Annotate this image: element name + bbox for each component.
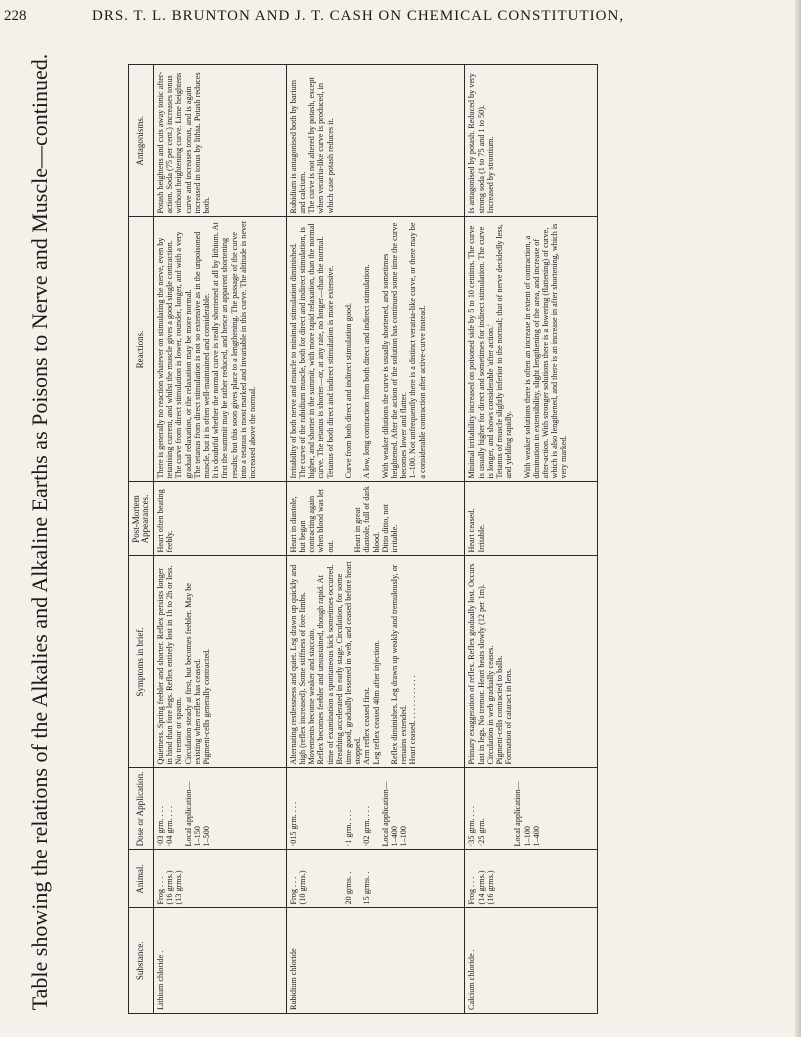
cell-text: Alternating restlessness and quiet. Leg drawn up quickly and high (reflex increased). Some stiffness of fore limbs. Movements become weaker and staccato. Reflex becomes feebler and unsustained, though rapid. At time of examination a spontaneous kick sometimes occurred. Breathing accelerated in early stage. Circulation, for some time good, gradually lessened in web, and ceased before heart stopped. Arm reflex ceased first. Leg reflex ceased 40m after injection. Reflex diminishes. Leg drawn up weakly and tremulously, or remains extended. Heart ceased. . . . . . . . . . . . xyxy=(288,561,418,765)
page-edge xyxy=(795,0,801,1037)
table-rotated xyxy=(128,64,598,1014)
cell-text: Is antagonised by potash. Reduced by very strong soda (1 to 75 and 1 to 50). Increased by strontium. xyxy=(467,73,495,214)
cell-text: Frog . . . (16 grms.) (13 grms.) xyxy=(156,870,184,905)
cell-text: Lithium chloride . xyxy=(156,950,165,1010)
cell-symptoms xyxy=(286,556,465,768)
cell-text: Primary exaggeration of reflex. Reflex gradually lost. Occurs last in legs. No tremor. Heart beats slowly (12 per 1m). Circulation in web gradually ceases. Pigment-cells contracted to balls. Formation of cataract in lens. xyxy=(467,563,514,765)
cell-reactions xyxy=(286,217,465,482)
col-substance: Substance. xyxy=(129,908,154,1013)
cell-symptoms xyxy=(154,556,287,768)
cell-animal xyxy=(154,850,287,908)
cell-text: Frog . . . (10 grms.) 20 grms. . 15 grms. . xyxy=(288,870,372,905)
cell-text: There is generally no reaction whatever on stimulating the nerve, even by tetanising current, and whilst the muscle gives a good single contraction. The curve from direct stimulation is lower, rounder, longer, and with a very gradual relaxation, or the relaxation may be more normal. The tetanus from direct stimulation is not so extensive as in the unpoisoned muscle, but it is often well-maintained and considerable. It is doubtful whether the normal curve is really shortened at all by lithium. At first the summit may be rather reduced, and hence an apparent shortening results; but this soon gives place to a lengthening. The passage of the curve into a tetanus is most marked and invariable in this curve. The altitude is never increased above the normal. xyxy=(156,220,258,479)
cell-text: Potash heightens and cuts away tonic after-action. Soda (75 per cent.) increases tonus without heightening curve. Lime heightens curve and increases tonus, and is again increased in tonus by lithia. Potash reduces both. xyxy=(156,70,212,214)
table-frame xyxy=(128,64,598,1014)
cell-text: Heart ceased. Irritable. xyxy=(467,506,486,553)
cell-text: ·35 grm. . . . ·25 grm. Local application— 1–100 1–400 xyxy=(467,781,541,847)
cell-text: ·03 grm. . . . ·04 grm. . . . Local application— 1–150 1–500 xyxy=(156,781,212,847)
cell-animal xyxy=(465,850,597,908)
cell-text: Minimal irritability increased on poisoned side by 5 to 10 centims. The curve is usually higher for direct and sometimes for indirect stimulation. The curve is longer, and shows considerable 'after action.' Tetanus of muscle slightly inferior to the normal; that of nerve decidedly less, and yielding rapidly. With weaker solutions there is often an increase in extent of contraction, a diminution in extensibility, slight lengthening of the area, and increase of after-action. With stronger solutions there is a lowering (flattening) of curve, which is also lengthened, and there is an increase in after shortening, which is very marked. xyxy=(467,223,569,479)
cell-text: Calcium chloride . xyxy=(467,949,477,1010)
cell-substance xyxy=(154,908,287,1013)
table-caption: Table showing the relations of the Alkalies and Alkaline Earths as Poisons to Nerve and Muscle—continued. xyxy=(27,53,52,1011)
cell-text: Frog . . . (14 grms.) (16 grms.) xyxy=(467,870,495,905)
table-row xyxy=(465,65,597,1013)
cell-substance xyxy=(465,908,597,1013)
cell-antagonisms xyxy=(154,65,287,217)
cell-text: Rubidium is antagonised both by barium and calcium. The curve is not altered by potash, except when veratria-like curve is produced, in which case potash reduces it. xyxy=(288,77,335,214)
cell-dose xyxy=(154,768,287,850)
cell-post-mortem xyxy=(286,482,465,556)
cell-text: Rubidium chloride xyxy=(288,948,298,1010)
cell-text: Irritability of both nerve and muscle to minimal stimulation diminished. The curve of the rubidium muscle, both for direct and indirect stimulation, is higher, and shorter in the summit, with more rapid relaxation, than the normal curve. The tetanus is shorter—or, at any rate, no longer—than the normal. Tetanus of both direct and indirect stimulation is more extensive. Curve from both direct and indirect stimulation good. A low, long contraction from both direct and indirect stimulation. With weaker dilutions the curve is usually shortened, and sometimes heightened. After the action of the solution has continued some time the curve becomes lower and flatter. 1–100. Not unfrequently there is a distinct veratria-like curve, or there may be a considerable contraction after active-curve instead. xyxy=(288,222,427,479)
running-head: DRS. T. L. BRUNTON AND J. T. CASH ON CHEMICAL CONSTITUTION, xyxy=(92,8,625,24)
cell-text: Heart in diastole, but began contracting again when blood was let out. Heart in great diastole, full of dark blood. Ditto ditto, not irritable. xyxy=(288,486,399,553)
cell-post-mortem xyxy=(465,482,597,556)
cell-substance xyxy=(286,908,465,1013)
header-row xyxy=(129,65,154,1013)
cell-text: Heart often beating feebly. xyxy=(156,487,175,553)
col-post-mortem: Post-Mortem Appearances. xyxy=(129,482,154,556)
cell-dose xyxy=(465,768,597,850)
cell-animal xyxy=(286,850,465,908)
cell-antagonisms xyxy=(286,65,465,217)
cell-reactions xyxy=(465,217,597,482)
col-antagonisms: Antagonisms. xyxy=(129,65,154,217)
cell-text: Quietness. Spring feebler and shorter. Reflex persists longer in hind than fore legs. Reflex entirely lost in 1h to 2h or less. No tremor or spasm. Circulation steady at first, but becomes feebler. May be existing when reflex has ceased. Pigment-cells generally contracted. xyxy=(156,565,212,765)
cell-dose xyxy=(286,768,465,850)
cell-antagonisms xyxy=(465,65,597,217)
cell-text: ·015 grm. . . . ·1 grm. . . . ·02 grm. . . . Local application— 1–400 1–100 xyxy=(288,781,409,847)
page-number: 228 xyxy=(4,8,27,24)
data-table xyxy=(129,65,597,1013)
col-reactions: Reactions. xyxy=(129,217,154,482)
table-body xyxy=(154,65,598,1013)
table-row xyxy=(286,65,465,1013)
cell-post-mortem xyxy=(154,482,287,556)
table-row xyxy=(154,65,287,1013)
cell-reactions xyxy=(154,217,287,482)
col-symptoms: Symptoms in brief. xyxy=(129,556,154,768)
col-dose: Dose or Application. xyxy=(129,768,154,850)
cell-symptoms xyxy=(465,556,597,768)
col-animal: Animal. xyxy=(129,850,154,908)
